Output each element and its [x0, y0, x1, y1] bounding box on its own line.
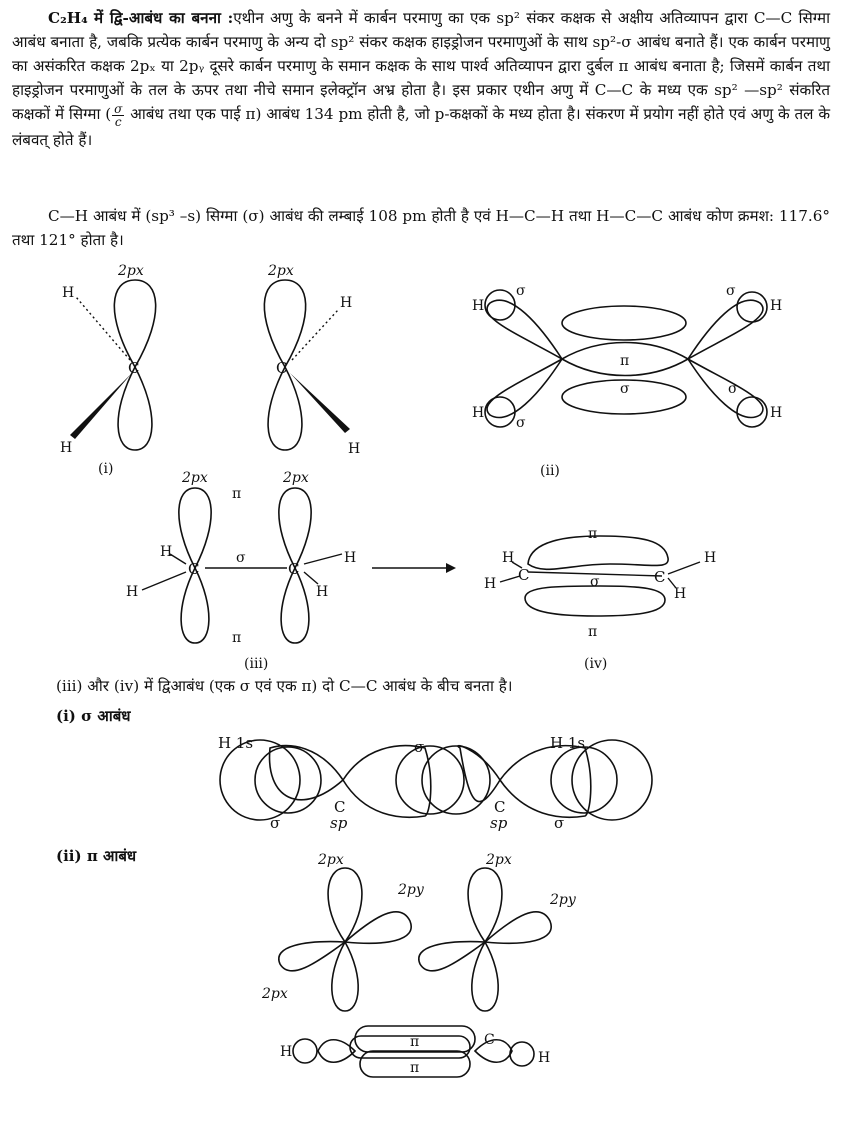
label-2py: 2py: [398, 882, 424, 898]
label-h: H: [484, 576, 497, 592]
heading-formula: C₂H₄: [48, 9, 88, 27]
label-2px: 2px: [283, 470, 309, 486]
ethene-figures-i-ii: [0, 255, 844, 485]
label-sp: sp: [330, 814, 348, 832]
label-h: H: [472, 405, 485, 421]
label-c: C: [334, 798, 346, 816]
paragraph-text-1: एथीन अणु के बनने में कार्बन परमाणु का एक sp² संकर कक्षक से अक्षीय अतिव्यापन द्वारा C—C सिग्मा आबंध बनाता है, जबकि प्रत्येक कार्बन परमाणु के अन्य दो sp² संकर कक्षक हाइड्रोजन परमाणुओं के साथ sp²-σ आबंध बनाते हैं। एक कार्बन परमाणु का असंकरित कक्षक 2pₓ या 2pᵧ दूसरे कार्बन परमाणु के समान कक्षक के साथ पार्श्व अतिव्यापन द्वारा दुर्बल π आबंध बनाता है; जिसमें कार्बन तथा हाइड्रोजन परमाणुओं के तल के ऊपर तथा नीचे समान इलेक्ट्रॉन अभ्र होता है। इस प्रकार एथीन अणु में C—C के मध्य एक sp² —sp² संकरित कक्षकों में सिग्मा (: [12, 9, 831, 123]
heading-text: में द्वि-आबंध का बनना :: [94, 9, 234, 27]
label-h: H: [340, 295, 353, 311]
label-h: H: [770, 298, 783, 314]
label-h: H: [316, 584, 329, 600]
pi-right-orbitals: [419, 852, 577, 1011]
label-h: H: [280, 1044, 293, 1060]
label-c: C: [188, 560, 200, 578]
label-2px: 2px: [262, 986, 288, 1002]
label-pi: π: [232, 630, 242, 646]
pi-overlap-molecule: [280, 1026, 550, 1077]
label-figure-i: (i): [98, 461, 114, 477]
label-h1s: H 1s: [550, 734, 586, 752]
label-c: C: [494, 798, 506, 816]
label-h: H: [770, 405, 783, 421]
label-h: H: [704, 550, 717, 566]
figure-caption: (iii) और (iv) में द्विआबंध (एक σ एवं एक π) दो C—C आबंध के बीच बनता है।: [56, 677, 513, 695]
label-2px: 2px: [486, 852, 512, 868]
label-h: H: [126, 584, 139, 600]
label-h: H: [160, 544, 173, 560]
figure-iii: [126, 470, 356, 646]
label-sigma: σ: [726, 283, 736, 299]
section-sigma-bond-heading: (i) σ आबंध: [56, 707, 131, 725]
label-h: H: [472, 298, 485, 314]
figure-iv: [484, 526, 716, 640]
label-h: H: [502, 550, 515, 566]
label-sigma: σ: [554, 814, 565, 832]
label-h: H: [62, 285, 75, 301]
fraction-numerator: σ: [114, 101, 123, 116]
label-figure-iii: (iii): [244, 656, 269, 672]
label-sigma: σ: [728, 381, 738, 397]
label-h: H: [344, 550, 357, 566]
label-sigma: σ: [516, 415, 526, 431]
pi-bond-diagram: [0, 846, 844, 1116]
label-h: H: [60, 440, 73, 456]
label-2px: 2px: [268, 263, 294, 279]
bond-angle-paragraph: [12, 204, 830, 252]
label-2px: 2px: [318, 852, 344, 868]
label-2py: 2py: [550, 892, 576, 908]
label-pi: π: [410, 1060, 420, 1076]
label-sigma: σ: [590, 574, 600, 590]
label-h1s: H 1s: [218, 734, 254, 752]
label-sigma: σ: [236, 550, 246, 566]
paragraph-text-3: C—H आबंध में (sp³ –s) सिग्मा (σ) आबंध की लम्बाई 108 pm होती है एवं H—C—H तथा H—C—C आबंध कोण क्रमश: 117.6° तथा 121° होता है।: [12, 207, 830, 249]
label-h: H: [538, 1050, 551, 1066]
label-c: C: [654, 568, 666, 586]
intro-paragraph: [12, 6, 830, 152]
figure-ii-pi-overlap: [472, 283, 782, 431]
sigma-bond-diagram: [0, 728, 844, 838]
label-sigma: σ: [270, 814, 281, 832]
label-pi: π: [410, 1034, 420, 1050]
label-pi: π: [232, 486, 242, 502]
label-2px: 2px: [182, 470, 208, 486]
paragraph-text-2: आबंध तथा एक पाई π) आबंध 134 pm होती है, जो p-कक्षकों के मध्य होता है। संकरण में प्रयोग नहीं होते एवं अणु के तल के लंबवत् होते हैं।: [12, 105, 830, 149]
label-h: H: [348, 441, 361, 457]
label-pi: π: [620, 353, 630, 369]
label-c: C: [276, 359, 288, 377]
label-sp: sp: [490, 814, 508, 832]
pi-left-orbitals: [261, 852, 425, 1011]
label-2px: 2px: [118, 263, 144, 279]
fraction-denominator: c: [114, 114, 122, 129]
label-pi: π: [588, 526, 598, 542]
label-figure-iv: (iv): [584, 656, 608, 672]
label-sigma: σ: [516, 283, 526, 299]
label-c: C: [484, 1032, 495, 1048]
figure-i-right-carbon: [264, 263, 360, 457]
label-c: C: [288, 560, 300, 578]
label-sigma: σ: [414, 738, 425, 756]
label-pi: π: [588, 624, 598, 640]
label-sigma: σ: [620, 381, 630, 397]
label-c: C: [128, 359, 140, 377]
sigma-c-fraction: [112, 103, 124, 128]
ethene-figures-iii-iv: [0, 458, 844, 670]
label-figure-ii: (ii): [540, 463, 560, 479]
label-h: H: [674, 586, 687, 602]
label-c: C: [518, 566, 530, 584]
figure-i-left-carbon: [60, 263, 156, 456]
section-pi-bond-heading: (ii) π आबंध: [56, 847, 137, 865]
